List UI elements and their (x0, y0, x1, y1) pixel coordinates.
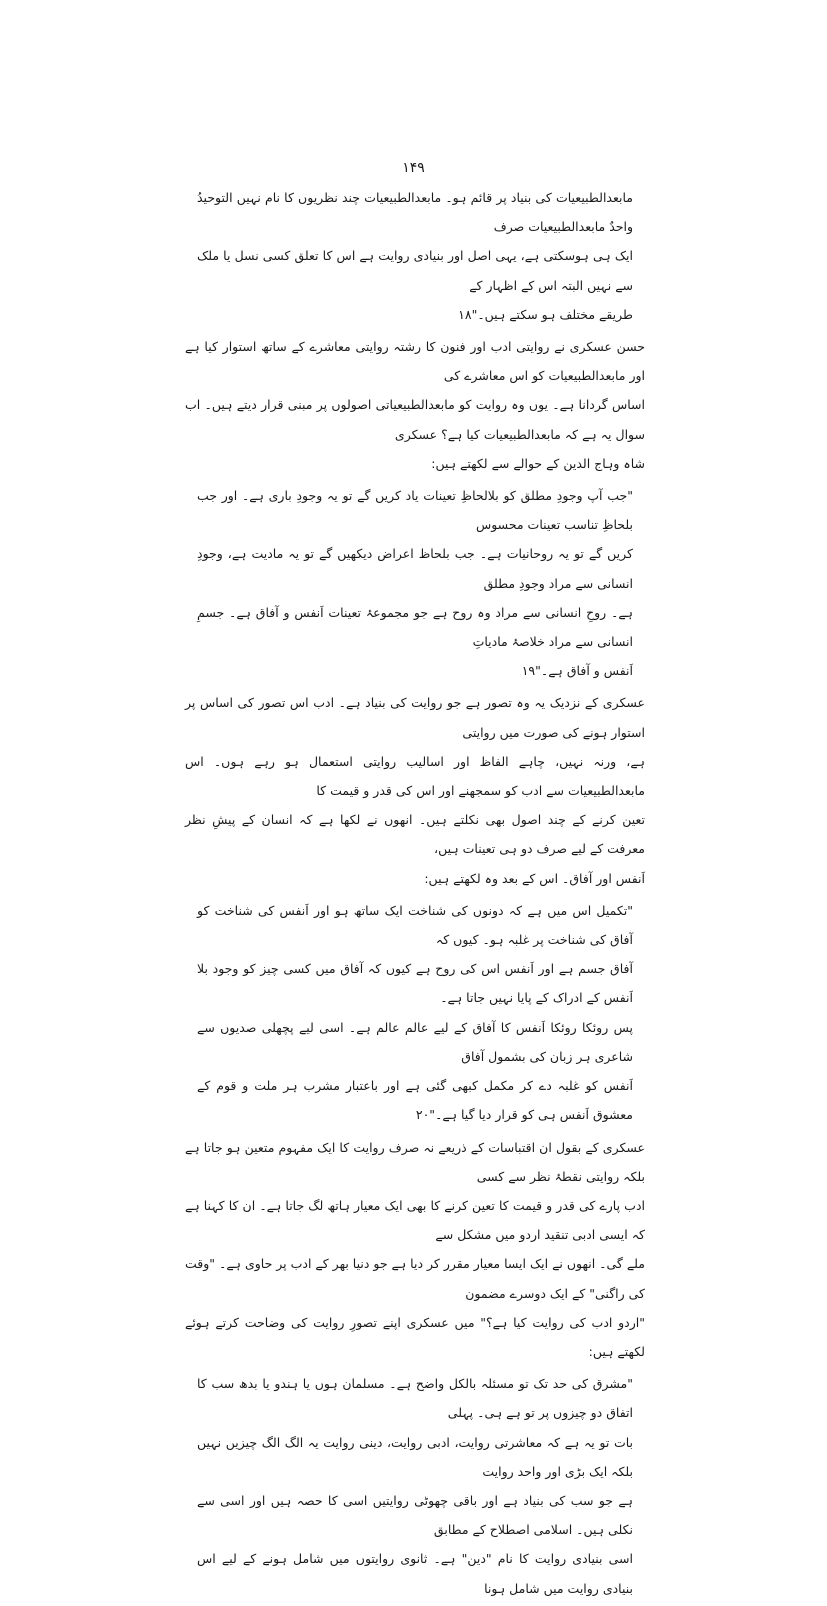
text-line: "مشرق کی حد تک تو مسئلہ بالکل واضح ہے۔ مسلمان ہوں یا ہندو یا بدھ سب کا اتفاق دو چیزوں پر تو ہے ہی۔ پہلی (197, 1376, 633, 1421)
text-line: آفاق جسم ہے اور اَنفس اس کی روح ہے کیوں کہ آفاق میں کسی چیز کو وجود بلا اَنفس کے ادراک کے پایا نہیں جاتا ہے۔ (197, 961, 633, 1006)
page-body (185, 183, 645, 1606)
text-line: "تکمیل اس میں ہے کہ دونوں کی شناخت ایک ساتھ ہو اور اَنفس کی شناخت کو آفاق کی شناخت پر غلبہ ہو۔ کیوں کہ (197, 902, 633, 948)
text-line: مابعدالطبیعیات کی بنیاد پر قائم ہو۔ مابعدالطبیعیات چند نظریوں کا نام نہیں التوحیدُ واحدٌ مابعدالطبیعیات صرف (197, 190, 633, 235)
text-line: پس روئکا روئکا اَنفس کا آفاق کے لیے عالم عالم ہے۔ اسی لیے پچھلی صدیوں سے شاعری ہر زبان کی بشمول آفاق (197, 1019, 633, 1064)
text-line: ملے گی۔ انھوں نے ایک ایسا معیار مقرر کر دیا ہے جو دنیا بھر کے ادب پر حاوی ہے۔ "وقت کی راگنی" کے ایک دوسرے مضمون (185, 1256, 645, 1301)
text-line: "اردو ادب کی روایت کیا ہے؟" میں عسکری اپنے تصورِ روایت کی وضاحت کرتے ہوئے لکھتے ہیں: (185, 1314, 645, 1359)
text-line: ہے، ورنہ نہیں، چاہے الفاظ اور اسالیب روایتی استعمال ہو رہے ہوں۔ اس مابعدالطبیعیات سے ادب کو سمجھنے اور اس کی قدر و قیمت کا (185, 753, 645, 799)
text-line: بات تو یہ ہے کہ معاشرتی روایت، ادبی روایت، دینی روایت یہ الگ الگ چیزیں نہیں بلکہ ایک بڑی اور واحد روایت (197, 1434, 633, 1479)
text-line: حسن عسکری نے روایتی ادب اور فنون کا رشتہ روایتی معاشرے کے ساتھ استوار کیا ہے اور مابعدالطبیعیات کو اس معاشرے کی (185, 339, 645, 384)
text-line: اَنفس کو غلبہ دے کر مکمل کبھی گئی ہے اور باعتبار مشرب ہر ملت و قوم کے معشوق اَنفس ہی کو قرار دیا گیا ہے۔"۲۰ (197, 1078, 633, 1123)
paragraph-block (185, 1133, 645, 1367)
text-line: ادب پارے کی قدر و قیمت کا تعین کرنے کا بھی ایک معیار ہاتھ لگ جاتا ہے۔ ان کا کہنا ہے کہ ایسی ادبی تنقید اردو میں مشکل سے (185, 1197, 645, 1243)
text-line: ہے۔ روحِ انسانی سے مراد وہ روح ہے جو مجموعۂ تعینات اَنفس و آفاق ہے۔ جسمِ انسانی سے مراد خلاصۂ مادیاتِ (197, 604, 633, 650)
text-line: ہے جو سب کی بنیاد ہے اور باقی چھوٹی روایتیں اسی کا حصہ ہیں اور اسی سے نکلی ہیں۔ اسلامی اصطلاح کے مطابق (197, 1492, 633, 1538)
text-line: اسی بنیادی روایت کا نام "دین" ہے۔ ثانوی روایتوں میں شامل ہونے کے لیے اس بنیادی روایت میں شامل ہونا (197, 1551, 633, 1596)
text-line: عسکری کے نزدیک یہ وہ تصور ہے جو روایت کی بنیاد ہے۔ ادب اس تصور کی اساس پر استوار ہونے کی صورت میں روایتی (185, 695, 645, 740)
text-line: "جب آپ وجودِ مطلق کو بلالحاظِ تعینات یاد کریں گے تو یہ وجودِ باری ہے۔ اور جب بلحاظِ تناسب تعینات محسوس (197, 488, 633, 533)
quotation-block (197, 896, 633, 1130)
text-line: شاہ وہاج الدین کے حوالے سے لکھتے ہیں: (431, 455, 645, 471)
text-line: کریں گے تو یہ روحانیات ہے۔ جب بلحاظ اعراض دیکھیں گے تو یہ مادیت ہے، وجودِ انسانی سے مراد وجودِ مطلق (197, 546, 633, 591)
text-line: تعین کرنے کے چند اصول بھی نکلتے ہیں۔ انھوں نے لکھا ہے کہ انسان کے پیشِ نظر معرفت کے لیے صرف دو ہی تعینات ہیں، (185, 812, 645, 857)
text-line: عسکری کے بقول ان اقتباسات کے ذریعے نہ صرف روایت کا ایک مفہوم متعین ہو جاتا ہے بلکہ روایتی نقطۂ نظر سے کسی (185, 1139, 645, 1184)
paragraph-block (185, 688, 645, 892)
text-line: طریقے مختلف ہو سکتے ہیں۔"۱۸ (458, 306, 633, 322)
quotation-block (197, 481, 633, 685)
text-line: اساس گردانا ہے۔ یوں وہ روایت کو مابعدالطبیعیاتی اصولوں پر مبنی قرار دیتے ہیں۔ اب سوال یہ ہے کہ مابعدالطبیعیات کیا ہے؟ عسکری (185, 397, 645, 442)
text-line: ایک ہی ہوسکتی ہے، یہی اصل اور بنیادی روایت ہے اس کا تعلق کسی نسل یا ملک سے نہیں البتہ اس کے اظہار کے (197, 248, 633, 293)
quotation-block (197, 1369, 633, 1603)
text-line: اَنفس و آفاق ہے۔"۱۹ (521, 663, 633, 679)
paragraph-block (185, 332, 645, 478)
quotation-block (197, 183, 633, 329)
page-number: ۱۴۹ (402, 160, 425, 176)
text-line: اَنفس اور آفاق۔ اس کے بعد وہ لکھتے ہیں: (424, 870, 645, 886)
